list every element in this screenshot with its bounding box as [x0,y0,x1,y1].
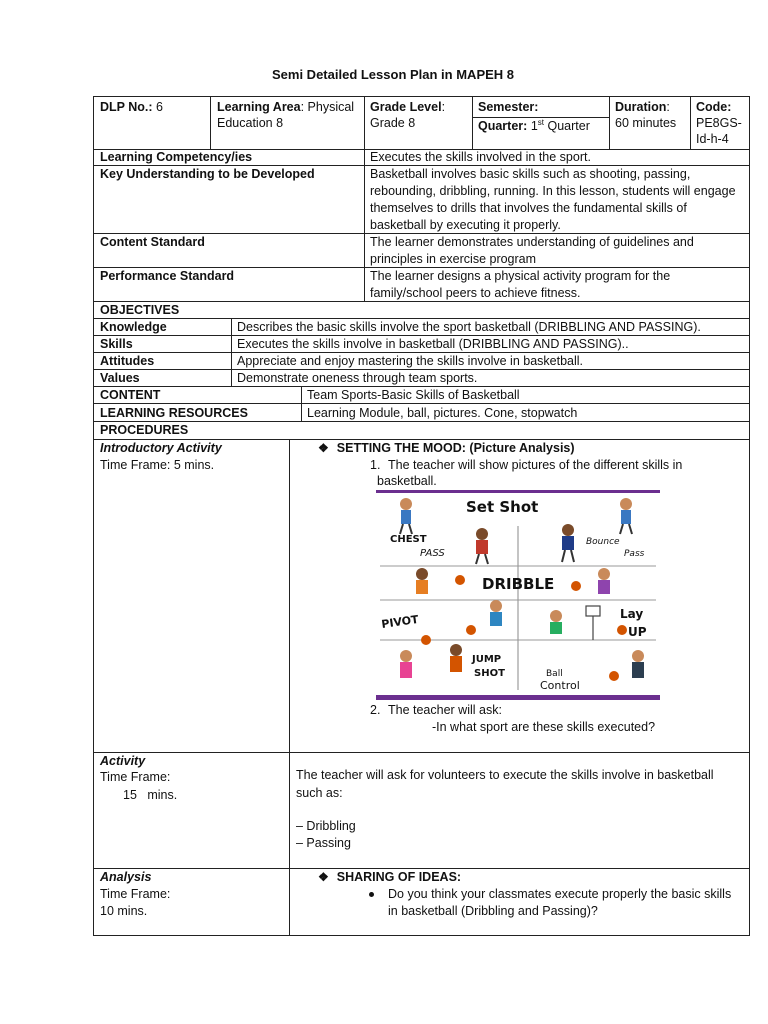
code-label: Code: [696,100,732,114]
learning-area-value: Education 8 [217,116,284,130]
activity-item: – Passing [296,836,351,850]
analysis-question-line: Do you think your classmates execute properly the basic skills [388,887,732,901]
duration: Duration: [615,100,670,114]
competency-label: Learning Competency/ies [100,150,253,164]
content-value: Team Sports-Basic Skills of Basketball [307,388,520,402]
poster-top-border [376,490,660,493]
procedures-heading: PROCEDURES [100,423,189,437]
bounce-pass-label: Pass [624,549,645,559]
lay-up-label: UP [628,625,647,639]
quarter: Quarter: 1st Quarter [478,117,590,133]
basketball-icon [466,625,476,635]
player-figure-icon [490,600,502,626]
analysis-label: Analysis [100,870,152,884]
analysis-question-line: in basketball (Dribbling and Passing)? [388,904,598,918]
activity-label: Activity [100,754,146,768]
diamond-bullet-icon: ❖ [318,870,329,884]
knowledge-value: Describes the basic skills involve the sport basketball (DRIBBLING AND PASSING). [237,320,701,334]
poster-bottom-border [376,695,660,700]
basketball-icon [455,575,465,585]
basketball-icon [421,635,431,645]
performance-standard-label: Performance Standard [100,269,235,283]
code-value-line2: Id-h-4 [696,132,729,146]
key-understanding-line: themselves to drills that involves the fundamental skills of [370,201,687,215]
values-value: Demonstrate oneness through team sports. [237,371,478,385]
performance-standard-line: The learner designs a physical activity program for the [370,269,671,283]
player-figure-icon [416,568,428,594]
page-title: Semi Detailed Lesson Plan in MAPEH 8 [272,67,515,82]
grade-level-value: Grade 8 [370,116,416,130]
intro-question: -In what sport are these skills executed? [432,720,656,734]
player-figure-icon [400,650,412,678]
player-figure-icon [632,650,644,678]
intro-item-2-line: The teacher will ask: [388,703,502,717]
pivot-label: PIVOT [380,612,420,631]
code-value-line1: PE8GS- [696,116,742,130]
chest-pass-label: PASS [420,548,445,559]
resources-label: LEARNING RESOURCES [100,406,248,420]
sharing-ideas-heading: ❖ SHARING OF IDEAS: [318,870,462,884]
jump-shot-label: JUMP [472,654,502,665]
intro-activity-label: Introductory Activity [100,441,222,455]
intro-item-1-line: The teacher will show pictures of the different skills in [388,458,683,472]
resources-value: Learning Module, ball, pictures. Cone, stopwatch [307,406,578,420]
diamond-bullet-icon: ❖ [318,441,329,455]
player-figure-icon [598,568,610,594]
activity-text-line: The teacher will ask for volunteers to execute the skills involve in basketball [296,768,714,782]
basketball-icon [609,671,619,681]
dlp-number: DLP No.: 6 [100,100,163,114]
key-understanding-label: Key Understanding to be Developed [100,167,315,181]
values-label: Values [100,371,140,385]
content-standard-line: The learner demonstrates understanding of guidelines and [370,235,694,249]
basketball-skills-poster [376,490,660,700]
key-understanding-line: basketball by executing it properly. [370,218,561,232]
lay-up-label: Lay [620,607,644,621]
content-standard-line: principles in exercise program [370,252,537,266]
ball-control-label: Control [540,679,580,692]
content-label: CONTENT [100,388,161,402]
activity-time-value: 15 mins. [123,788,178,802]
key-understanding-line: rebounding, dribbling, running. In this lesson, students will engage [370,184,736,198]
set-shot-label: Set Shot [466,498,539,516]
intro-time-frame: Time Frame: 5 mins. [100,458,215,472]
attitudes-label: Attitudes [100,354,155,368]
key-understanding-line: Basketball involves basic skills such as shooting, passing, [370,167,691,181]
intro-item-2-num: 2. [370,703,381,717]
setting-mood-heading: ❖ SETTING THE MOOD: (Picture Analysis) [318,441,575,455]
knowledge-label: Knowledge [100,320,167,334]
jump-shot-label: SHOT [474,668,505,679]
chest-pass-label: CHEST [390,534,427,545]
poster-graphic [376,490,660,700]
intro-item-1-num: 1. [370,458,381,472]
performance-standard-line: family/school peers to achieve fitness. [370,286,581,300]
ball-control-label: Ball [546,669,563,679]
analysis-time-label: Time Frame: [100,887,171,901]
skills-value: Executes the skills involve in basketball (DRIBBLING AND PASSING).. [237,337,629,351]
learning-area: Learning Area: Physical [217,100,355,114]
attitudes-value: Appreciate and enjoy mastering the skills involve in basketball. [237,354,584,368]
activity-text-line: such as: [296,786,343,800]
dribble-label: DRIBBLE [482,575,555,593]
grade-level: Grade Level: [370,100,446,114]
content-standard-label: Content Standard [100,235,205,249]
intro-item-1-line: basketball. [377,474,437,488]
player-figure-icon [550,610,562,634]
semester-label: Semester: [478,100,539,114]
bullet-icon [369,892,374,897]
skills-label: Skills [100,337,133,351]
activity-time-label: Time Frame: [100,770,171,784]
analysis-time-value: 10 mins. [100,904,148,918]
bounce-pass-label: Bounce [586,537,620,547]
competency-value: Executes the skills involved in the sport. [370,150,591,164]
basketball-icon [571,581,581,591]
duration-value: 60 minutes [615,116,677,130]
basketball-icon [617,625,627,635]
player-figure-icon [450,644,462,672]
objectives-heading: OBJECTIVES [100,303,180,317]
activity-item: – Dribbling [296,819,356,833]
